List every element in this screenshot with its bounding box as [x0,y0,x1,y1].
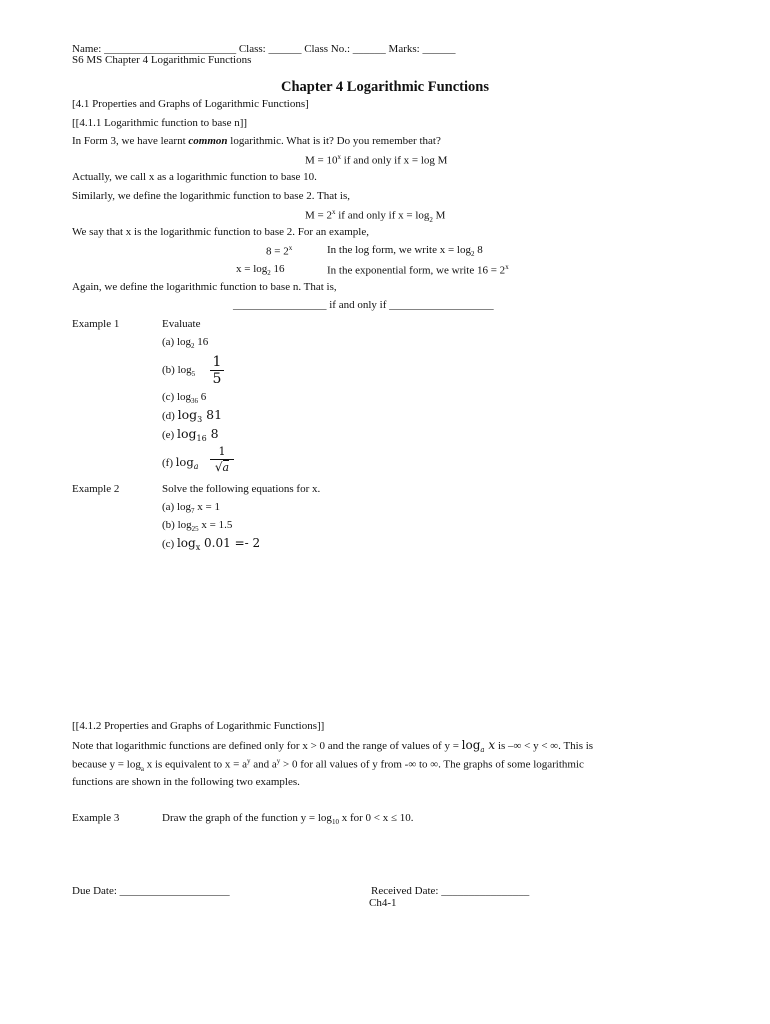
example-2-label: Example 2 [72,483,120,495]
ex1c-value: 6 [198,391,207,403]
header-line-2: S6 MS Chapter 4 Logarithmic Functions [72,54,252,66]
eq2-part-b: if and only if x = log [335,209,430,222]
example-1-label: Example 1 [72,318,120,330]
intro-emphasis: common [188,135,228,147]
ex1d-log: log [177,407,198,422]
note1-text-b: is – [495,740,514,752]
example-row-1-left [266,244,292,258]
ex2c-log: log [176,536,196,550]
row1-right-value: 8 [474,244,483,256]
example-row-2-right [327,263,509,277]
received-date: Received Date: ________________ [371,885,530,897]
less-equal-icon: ≤ [390,812,398,824]
ex1b-text: (b) log [162,364,192,376]
note1-text-c: < y < [521,740,551,752]
ex1d-value: 81 [202,407,223,422]
ex1f-radicand: a [222,461,230,474]
ex3-base: 10 [331,818,339,827]
note1-x: x [484,738,496,752]
ex1d-base: 3 [197,415,203,425]
header-line-1: Name: ________________________ Class: ______ Class No.: ______ Marks: ______ [72,43,456,55]
ex2a-base: 7 [191,507,195,516]
intro-paragraph [72,135,441,147]
infinity-icon: ∞ [408,758,417,771]
note2-text-e: to [416,758,431,771]
example-1-part-c [162,391,206,405]
eq1-part-a: M = 10 [305,154,338,167]
ex2c-equation: 0.01 =- 2 [200,536,261,550]
section-4-1-2-heading: [[4.1.2 Properties and Graphs of Logarithmic Functions]] [72,720,325,732]
infinity-icon: ∞ [513,740,522,752]
row1-left-text: 8 = 2 [266,245,289,258]
ex1a-base: 2 [191,342,195,351]
ex1c-text: (c) log [162,391,192,403]
note2-text-c: and a [250,758,277,771]
note-line-1 [72,738,593,754]
row2-right-text: In the exponential form, we write 16 = 2 [327,264,506,277]
ex1f-fraction [210,446,234,475]
ex1b-base: 5 [191,370,196,379]
infinity-icon: ∞ [550,740,559,752]
note2-text-f: . The graphs of some logarithmic [438,758,584,771]
note2-text-b: x is equivalent to x = a [143,758,247,771]
again-paragraph: Again, we define the logarithmic function to base n. That is, [72,281,337,293]
ex1f-denominator [210,461,234,475]
note-line-3: functions are shown in the following two examples. [72,776,300,788]
page-title: Chapter 4 Logarithmic Functions [281,79,489,95]
ex1d-label: (d) [162,410,178,422]
note1-text-d: . This is [558,740,594,752]
example-3-text [162,812,414,826]
ex2b-base: 25 [191,525,199,534]
example-1-instruction: Evaluate [162,318,201,330]
ex1e-value: 8 [206,426,219,441]
actually-paragraph: Actually, we call x as a logarithmic function to base 10. [72,171,317,183]
example-row-2-left [236,263,285,277]
equation-base-10 [305,153,447,167]
ex3-text-a: Draw the graph of the function y = log [162,812,332,824]
example-2-part-a [162,501,220,515]
note1-base: a [480,746,485,755]
example-2-instruction: Solve the following equations for x. [162,483,321,495]
ex1e-label: (e) [162,429,177,441]
ex2c-label: (c) [162,538,177,550]
ex1e-base: 16 [196,434,207,444]
ex1a-text: (a) log [162,336,192,348]
ex2a-text: (a) log [162,501,192,513]
ex1f-log: log [175,455,194,469]
ex2c-base: x [195,543,201,553]
section-4-1-heading: [4.1 Properties and Graphs of Logarithmic Functions] [72,98,309,110]
ex2b-text: (b) log [162,519,192,531]
ex1f-label: (f) [162,457,176,469]
sqrt-icon: √ [214,460,223,474]
example-row-1-right [327,244,483,258]
ex1b-numerator: 1 [212,354,222,370]
eq1-part-b: if and only if x = log M [340,154,448,167]
ex1f-numerator: 1 [218,445,226,458]
equation-base-2 [305,208,445,224]
example-1-part-e [162,426,219,443]
note1-log: log [461,738,481,752]
note1-text-a: Note that logarithmic functions are defined only for x > 0 and the range of values of y = [72,740,462,752]
similarly-paragraph: Similarly, we define the logarithmic function to base 2. That is, [72,190,350,202]
ex2a-equation: x = 1 [194,501,220,513]
example-3-label: Example 3 [72,812,120,824]
row2-left-value: 16 [270,263,285,275]
eq2-part-c: M [432,209,446,222]
note2-base: a [140,764,144,773]
example-1-part-a [162,336,208,350]
fill-in-blank-line: _________________ if and only if ___________________ [233,299,494,311]
row1-right-base: 2 [470,250,475,259]
ex1e-log: log [176,426,197,441]
row2-left-text: x = log [236,263,268,275]
note2-exponent-1: y [246,757,251,765]
row2-left-base: 2 [267,269,271,278]
ex3-text-c: 10. [397,812,414,824]
ex1c-base: 36 [191,397,199,406]
eq1-exponent: x [337,153,341,161]
ex1f-base: a [193,462,199,472]
example-1-part-b [162,364,195,378]
row1-left-exponent: x [288,244,293,252]
note2-text-a: because y = log [72,758,141,771]
note2-text-d: > 0 for all values of y from - [280,758,409,771]
intro-text-pre: In Form 3, we have learnt [72,135,189,147]
ex1b-fraction [210,355,224,386]
example-1-part-f [162,455,199,471]
intro-text-post: logarithmic. What is it? Do you remember that? [227,135,441,147]
ex2b-equation: x = 1.5 [198,519,233,531]
note2-exponent-2: y [276,757,281,765]
ex1b-denominator: 5 [212,371,222,387]
eq2-exponent: x [331,208,336,216]
note-line-2 [72,757,584,773]
we-say-paragraph: We say that x is the logarithmic function to base 2. For an example, [72,226,369,238]
row2-right-exponent: x [505,263,509,271]
example-1-part-d [162,407,222,424]
eq2-part-a: M = 2 [305,209,332,222]
section-4-1-1-heading: [[4.1.1 Logarithmic function to base n]] [72,117,248,129]
infinity-icon: ∞ [430,758,439,771]
example-2-part-c [162,536,260,552]
row1-right-text: In the log form, we write x = log [327,244,471,256]
ex1a-value: 16 [194,336,209,348]
due-date: Due Date: ____________________ [72,885,230,897]
example-2-part-b [162,519,232,533]
page-number: Ch4-1 [369,897,397,909]
ex3-text-b: x for 0 < x [338,812,391,824]
eq2-base: 2 [429,215,433,224]
